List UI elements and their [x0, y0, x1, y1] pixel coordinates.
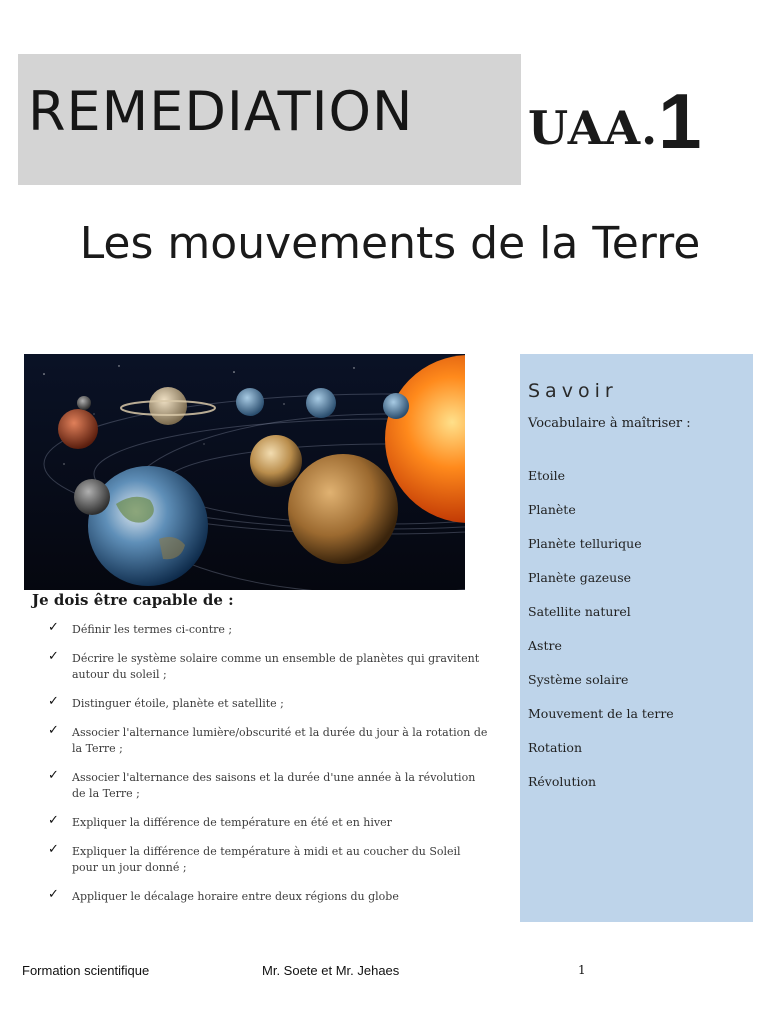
- uaa-number: 1: [658, 77, 702, 165]
- checkmark-icon: ✓: [48, 768, 59, 783]
- skills-title: Je dois être capable de :: [32, 591, 234, 609]
- page-title: REMEDIATION: [28, 80, 414, 143]
- skill-item: ✓ Décrire le système solaire comme un ensemble de planètes qui gravitent autour du soleil ;: [48, 649, 480, 681]
- skill-item: ✓ Distinguer étoile, planète et satellite ;: [48, 694, 284, 710]
- vocab-term: Révolution: [528, 774, 597, 789]
- checkmark-icon: ✓: [48, 842, 59, 857]
- checkmark-icon: ✓: [48, 887, 59, 902]
- vocab-term: Etoile: [528, 468, 566, 483]
- vocab-term: Satellite naturel: [528, 604, 631, 619]
- uaa-label: [528, 76, 702, 167]
- vocab-term: Rotation: [528, 740, 583, 755]
- vocab-term: Système solaire: [528, 672, 629, 687]
- footer-course: Formation scientifique: [22, 963, 150, 978]
- vocab-list: [528, 468, 674, 808]
- skill-item: ✓ Associer l'alternance lumière/obscurité et la durée du jour à la rotation de la Terre ;: [48, 723, 488, 755]
- footer-authors: Mr. Soete et Mr. Jehaes: [262, 963, 400, 978]
- checkmark-icon: ✓: [48, 620, 59, 635]
- skill-item: ✓ Expliquer la différence de température en été et en hiver: [48, 813, 392, 829]
- vocab-heading: Vocabulaire à maîtriser :: [528, 416, 691, 431]
- solar-system-image: [24, 354, 465, 590]
- skills-list: [48, 622, 488, 918]
- page-subtitle: Les mouvements de la Terre: [79, 218, 701, 269]
- checkmark-icon: ✓: [48, 649, 59, 664]
- checkmark-icon: ✓: [48, 694, 59, 709]
- savoir-heading: Savoir: [528, 380, 618, 402]
- checkmark-icon: ✓: [48, 813, 59, 828]
- vocab-term: Astre: [528, 638, 562, 653]
- skill-item: ✓ Expliquer la différence de température à midi et au coucher du Soleil pour un jour donné ;: [48, 842, 461, 874]
- checkmark-icon: ✓: [48, 723, 59, 738]
- vocab-term: Planète gazeuse: [528, 570, 632, 585]
- vocab-term: Planète: [528, 502, 576, 517]
- skill-item: ✓ Définir les termes ci-contre ;: [48, 620, 233, 636]
- vocab-term: Planète tellurique: [528, 536, 642, 551]
- skill-item: ✓ Appliquer le décalage horaire entre deux régions du globe: [48, 887, 399, 903]
- page-number: 1: [578, 963, 586, 977]
- uaa-word: UAA.: [528, 101, 659, 155]
- skill-item: ✓ Associer l'alternance des saisons et la durée d'une année à la révolution de la Terre ;: [48, 768, 476, 800]
- vocab-term: Mouvement de la terre: [528, 706, 674, 721]
- savoir-panel: [520, 354, 753, 922]
